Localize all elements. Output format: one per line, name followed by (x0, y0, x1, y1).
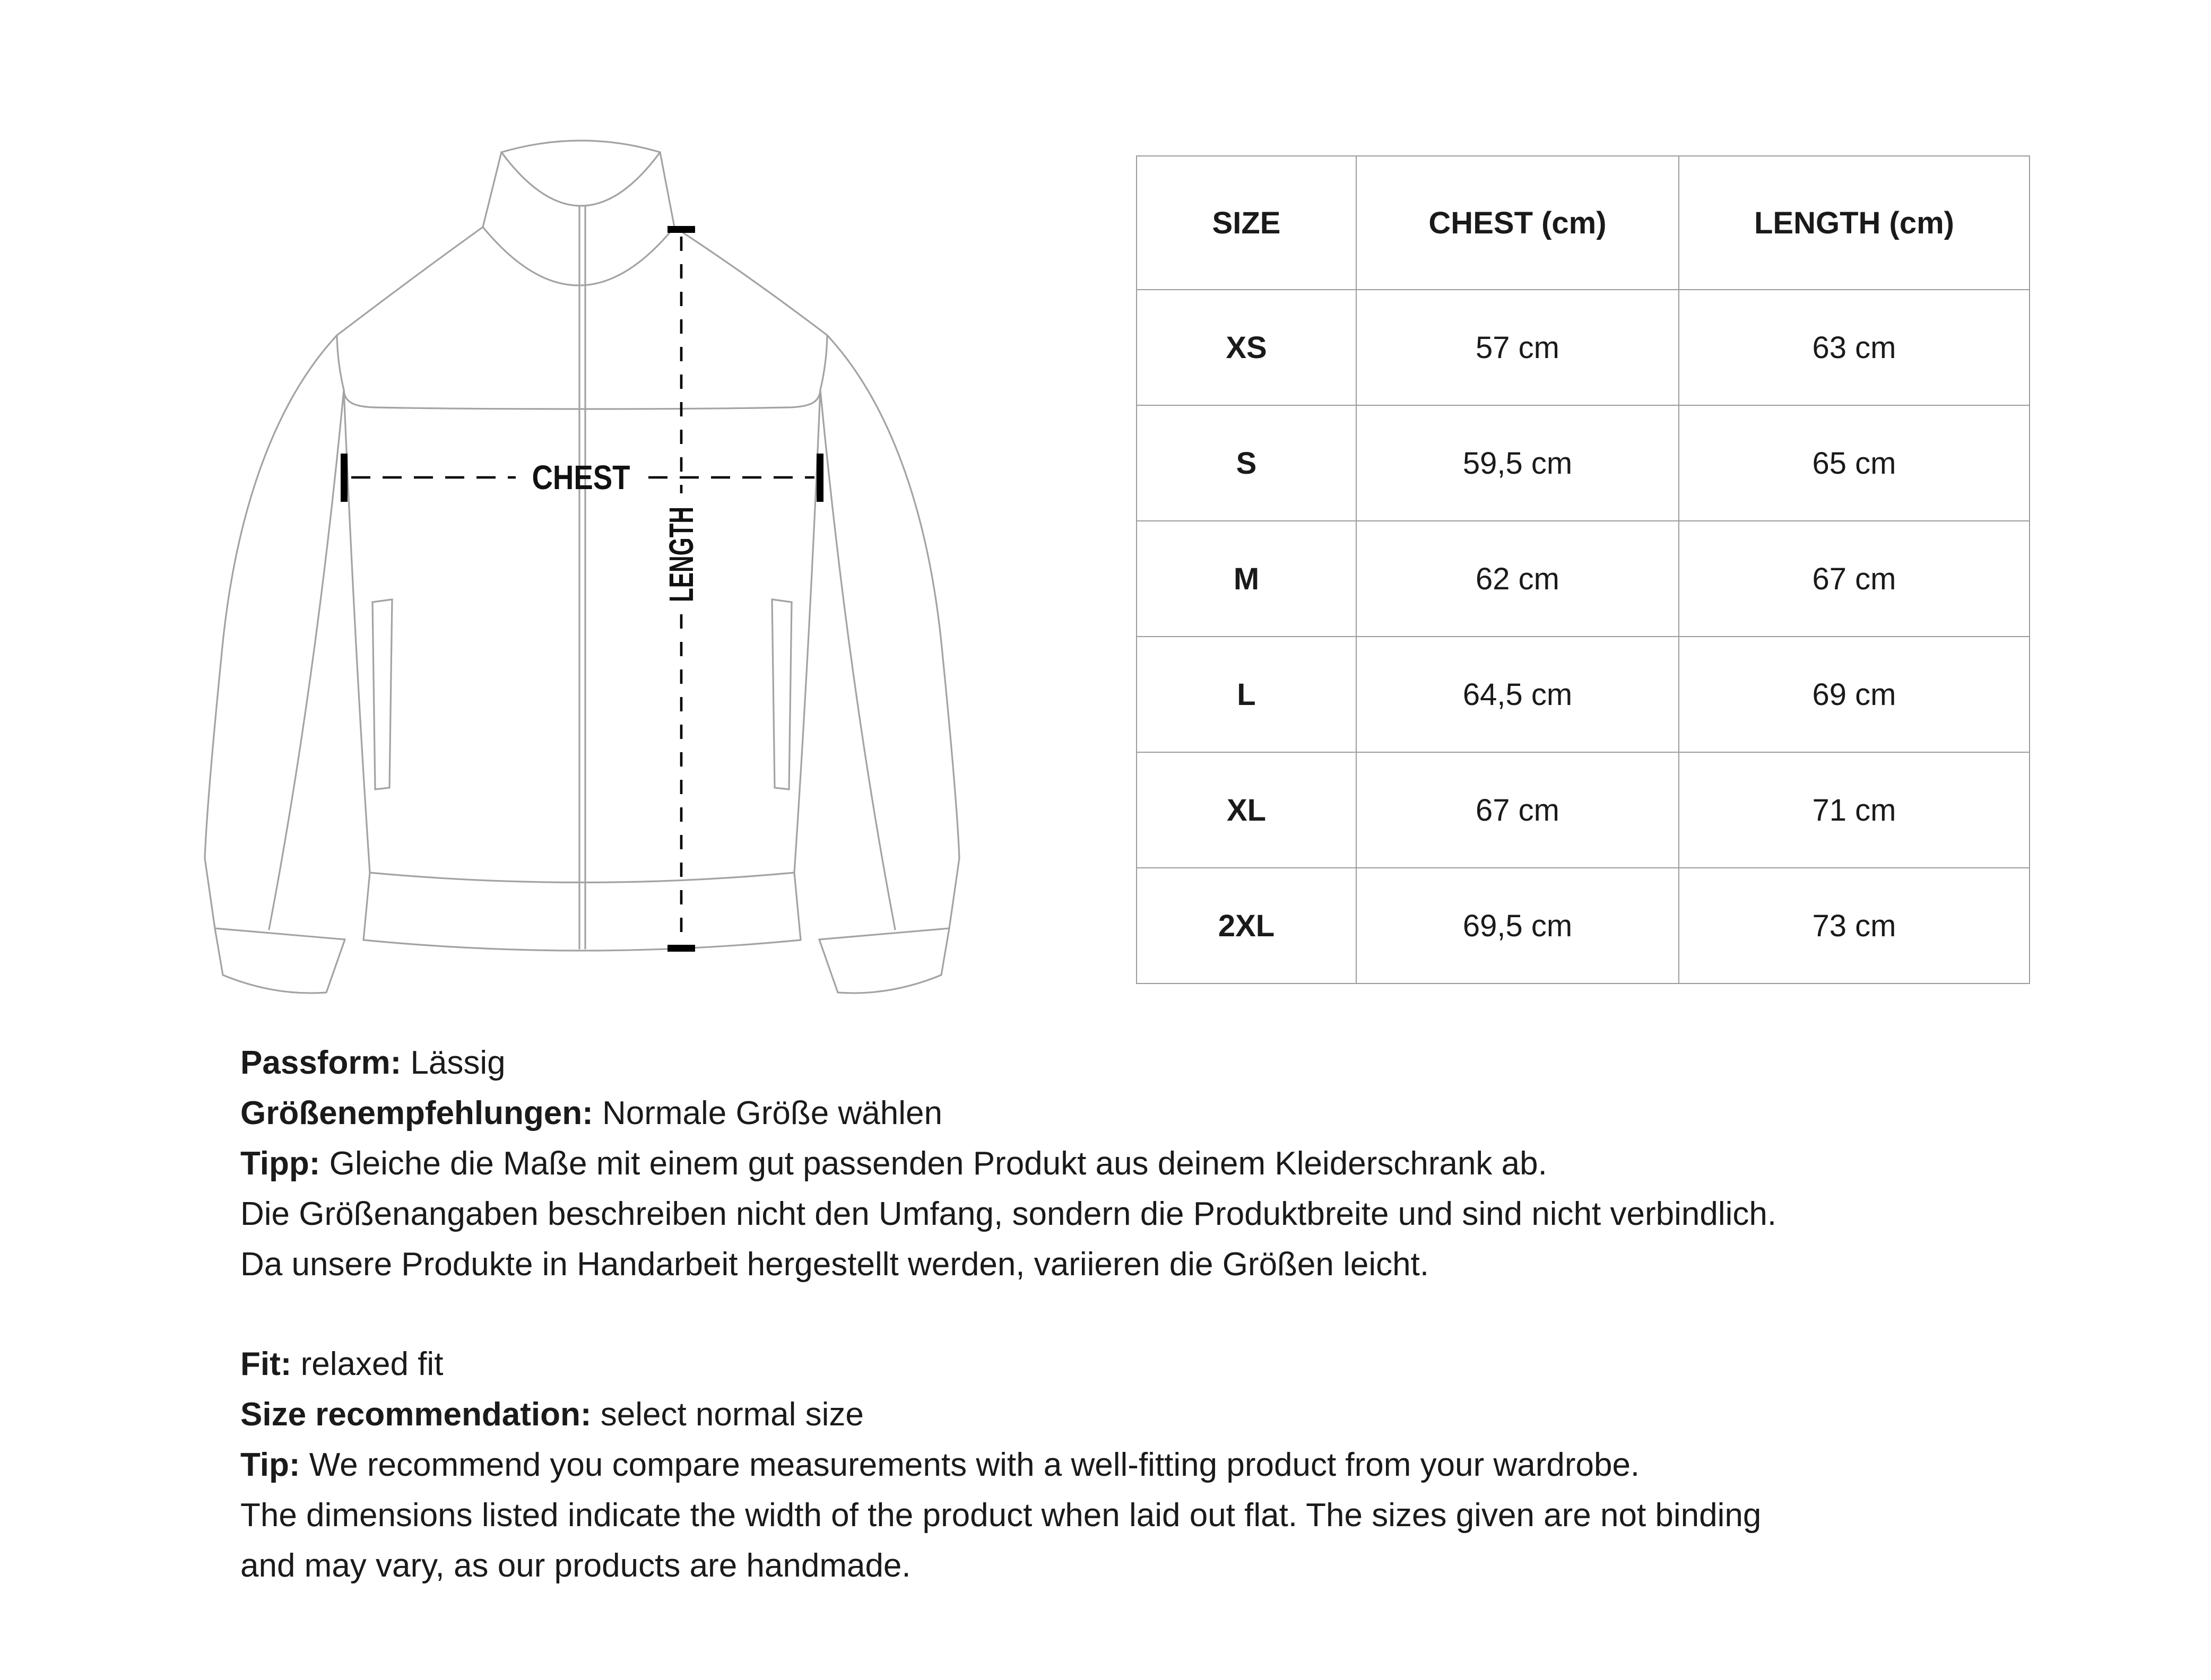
note-line-size-recommendation (240, 1389, 2161, 1440)
hem-bottom-edge (363, 940, 801, 951)
chest-cell: 67 cm (1356, 752, 1679, 868)
note-text: select normal size (591, 1396, 864, 1433)
collar-top-edge (501, 141, 660, 152)
note-line-fit (240, 1339, 2161, 1389)
shoulder-right (674, 227, 827, 335)
jacket-diagram (184, 122, 980, 1013)
collar-right-edge (660, 152, 674, 227)
hem-right-edge (794, 873, 801, 940)
table-row-l (1137, 637, 2030, 752)
table-row-xs (1137, 290, 2030, 405)
torso-side-left (344, 390, 370, 873)
torso-side-right (794, 390, 820, 873)
note-line-tipp (240, 1138, 2161, 1189)
note-text: Gleiche die Maße mit einem gut passenden Produkt aus deinem Kleiderschrank ab. (320, 1145, 1547, 1182)
note-line-groessenempfehlung (240, 1088, 2161, 1138)
length-cell: 67 cm (1679, 521, 2030, 637)
note-line-de-info-2 (240, 1239, 2161, 1290)
note-text: relaxed fit (291, 1346, 444, 1382)
note-text: Da unsere Produkte in Handarbeit hergestellt werden, variieren die Größen leicht. (240, 1246, 1429, 1283)
note-text: Normale Größe wählen (593, 1095, 942, 1131)
measurement-annotations (341, 226, 823, 952)
length-cell: 65 cm (1679, 405, 2030, 521)
chest-cell: 69,5 cm (1356, 868, 1679, 983)
chest-cell: 64,5 cm (1356, 637, 1679, 752)
chest-seam (344, 390, 820, 409)
note-text: and may vary, as our products are handmade. (240, 1547, 911, 1584)
length-cap-top (667, 226, 695, 233)
column-header-size: SIZE (1137, 156, 1356, 290)
note-text: We recommend you compare measurements with a well-fitting product from your wardrobe. (300, 1447, 1640, 1483)
sleeve-cap-seam-right (820, 335, 827, 390)
note-label: Tip: (240, 1447, 300, 1483)
note-line-en-info-2 (240, 1540, 2161, 1591)
size-cell: XL (1137, 752, 1356, 868)
hem-left-edge (363, 873, 370, 940)
note-line-de-info-1 (240, 1189, 2161, 1239)
length-cell: 69 cm (1679, 637, 2030, 752)
jacket-outline (205, 141, 959, 993)
table-row-s (1137, 405, 2030, 521)
pocket-slit-right (772, 599, 792, 789)
sleeve-cap-seam-left (337, 335, 344, 390)
note-line-en-info-1 (240, 1490, 2161, 1540)
note-label: Größenempfehlungen: (240, 1095, 593, 1131)
note-text: The dimensions listed indicate the width of the product when laid out flat. The sizes given are not binding (240, 1497, 1762, 1534)
note-text: Die Größenangaben beschreiben nicht den Umfang, sondern die Produktbreite und sind nicht verbindlich. (240, 1196, 1777, 1232)
chest-cell: 62 cm (1356, 521, 1679, 637)
size-chart-table (1136, 155, 2030, 984)
table-row-2xl (1137, 868, 2030, 983)
size-cell: M (1137, 521, 1356, 637)
sleeve-inner-left (269, 390, 344, 929)
chest-measure-label: CHEST (532, 458, 630, 497)
length-cap-bottom (667, 945, 695, 952)
size-cell: L (1137, 637, 1356, 752)
note-line-passform (240, 1038, 2161, 1088)
cuff-seam-left (215, 928, 345, 939)
note-label: Tipp: (240, 1145, 320, 1182)
hem-top-edge (370, 873, 794, 883)
table-row-m (1137, 521, 2030, 637)
chest-cell: 57 cm (1356, 290, 1679, 405)
notes-english (240, 1339, 2161, 1591)
note-label: Fit: (240, 1346, 292, 1382)
chest-cap-right (817, 454, 823, 502)
shoulder-left (337, 227, 483, 335)
length-cell: 73 cm (1679, 868, 2030, 983)
note-line-tip (240, 1440, 2161, 1490)
length-measure-label: LENGTH (662, 462, 700, 602)
cuff-seam-right (819, 928, 949, 939)
length-cell: 63 cm (1679, 290, 2030, 405)
size-cell: S (1137, 405, 1356, 521)
note-label: Passform: (240, 1044, 402, 1081)
size-cell: XS (1137, 290, 1356, 405)
chest-cell: 59,5 cm (1356, 405, 1679, 521)
chest-cap-left (341, 454, 348, 502)
note-label: Size recommendation: (240, 1396, 592, 1433)
column-header-length: LENGTH (cm) (1679, 156, 2030, 290)
note-text: Lässig (401, 1044, 506, 1081)
column-header-chest: CHEST (cm) (1356, 156, 1679, 290)
table-header-row (1137, 156, 2030, 290)
length-cell: 71 cm (1679, 752, 2030, 868)
collar-left-edge (483, 152, 501, 227)
pocket-slit-left (372, 599, 392, 789)
table-row-xl (1137, 752, 2030, 868)
size-cell: 2XL (1137, 868, 1356, 983)
notes-german (240, 1038, 2161, 1290)
collar-inner-curve (501, 152, 660, 206)
sleeve-inner-right (820, 390, 895, 929)
